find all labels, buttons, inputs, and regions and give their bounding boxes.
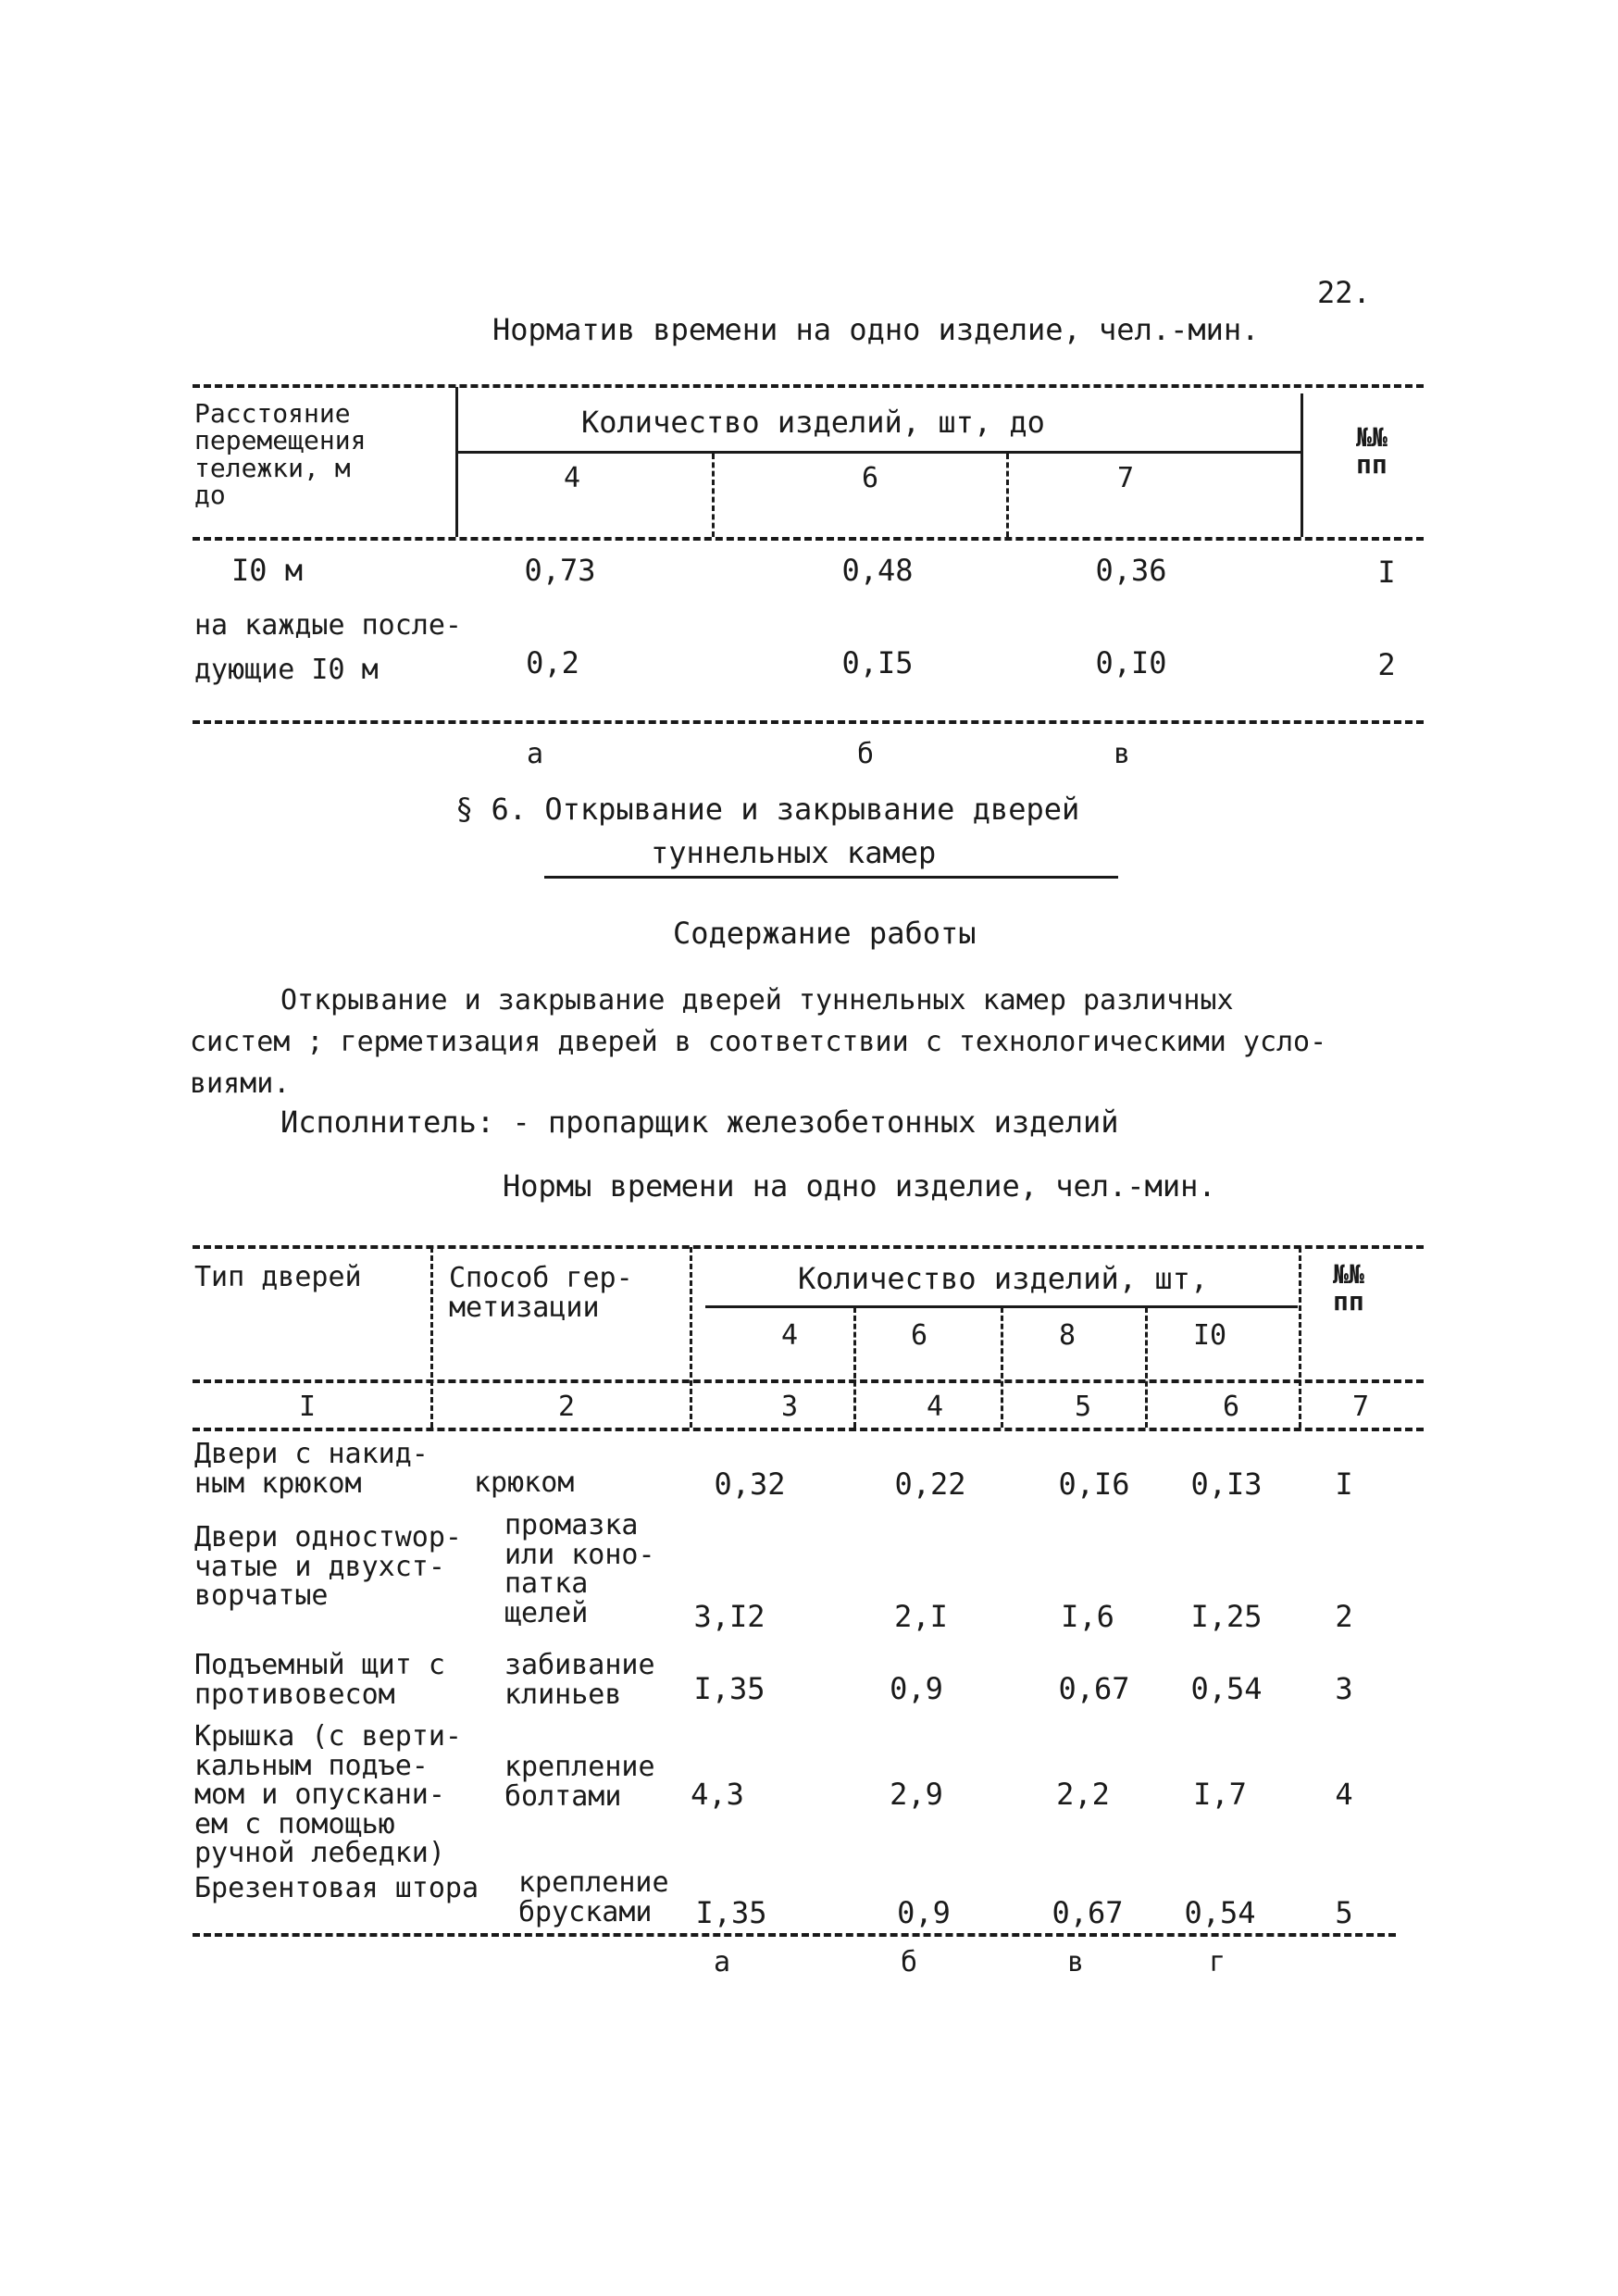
- table2-numbers-rule: [193, 1428, 1424, 1431]
- table1-row-label: на каждые после- дующие I0 м: [194, 609, 462, 686]
- table2-qty-col: 8: [1058, 1319, 1077, 1352]
- table1-bottom-rule: [193, 720, 1424, 724]
- table1-title: Норматив времени на одно изделие, чел.-мин.: [492, 312, 1260, 347]
- table2-row-method: крюком: [474, 1466, 575, 1499]
- table1-cell: 0,2: [526, 645, 579, 680]
- table2-cell: 0,22: [894, 1466, 966, 1502]
- table2-header-rule: [193, 1379, 1424, 1383]
- table1-row-nn: I: [1377, 555, 1396, 590]
- executor-line: Исполнитель: - пропарщик железобетонных изделий: [280, 1104, 1119, 1140]
- table2-qty-col: 6: [910, 1319, 928, 1352]
- table2-cell: 4,3: [691, 1777, 744, 1812]
- table1-col-divider-2: [1006, 454, 1009, 537]
- table2-qty-col: 4: [780, 1319, 799, 1352]
- table2-cell: 0,9: [897, 1895, 951, 1930]
- table2-qty-col: I0: [1192, 1319, 1227, 1352]
- table2-row-method: крепление болтами: [504, 1751, 655, 1813]
- section-underline: [544, 876, 1118, 879]
- table2-row-door: Двери одностwор- чатые и двухст- ворчатые: [194, 1521, 462, 1612]
- work-content-heading: Содержание работы: [673, 916, 977, 951]
- table1-cell: 0,48: [841, 553, 914, 588]
- table2-cell: 0,54: [1190, 1671, 1263, 1706]
- table2-cell: I,35: [693, 1671, 765, 1706]
- page-number: 22.: [1317, 275, 1371, 310]
- table2-top-rule: [193, 1245, 1424, 1249]
- table1-bracket-left: [455, 387, 458, 537]
- table1-top-rule: [193, 384, 1424, 388]
- table2-header-nn: №№ пп: [1333, 1259, 1364, 1317]
- table1-quantity-underline: [457, 451, 1301, 454]
- table2-col-number: 7: [1351, 1391, 1370, 1423]
- table2-cell: 0,67: [1058, 1671, 1130, 1706]
- table2-title: Нормы времени на одно изделие, чел.-мин.: [503, 1168, 1216, 1204]
- table2-cell: I,25: [1190, 1599, 1263, 1634]
- table2-footer-letter: б: [900, 1946, 918, 1978]
- table2-header-method: Способ гер- метизации: [449, 1262, 633, 1324]
- table2-footer-letter: г: [1208, 1946, 1226, 1978]
- table2-cell: 0,67: [1052, 1895, 1124, 1930]
- table1-row-label: I0 м: [231, 553, 304, 588]
- table2-row-nn: 5: [1335, 1895, 1353, 1930]
- table1-footer-letter: а: [526, 738, 544, 770]
- table2-row-method: забивание клиньев: [504, 1649, 655, 1711]
- table2-row-nn: I: [1335, 1466, 1353, 1502]
- table2-row-nn: 3: [1335, 1671, 1353, 1706]
- section-subtitle: туннельных камер: [651, 835, 937, 870]
- table2-row-nn: 4: [1335, 1777, 1353, 1812]
- table2-col-number: 6: [1222, 1391, 1240, 1423]
- table1-footer-letter: б: [856, 738, 875, 770]
- table1-qty-col: 7: [1116, 462, 1135, 494]
- table2-row-door: Двери с накид- ным крюком: [194, 1438, 429, 1500]
- table2-row-method: крепление брусками: [518, 1866, 669, 1928]
- table1-header-rule: [193, 537, 1424, 541]
- table2-col-divider: [853, 1307, 856, 1428]
- work-content-paragraph: Открывание и закрывание дверей туннельных камер различных систем ; герметизация дверей в соответствии с технологическими усло- виями.: [190, 984, 1327, 1100]
- table2-footer-letter: в: [1066, 1946, 1085, 1978]
- table1-qty-col: 6: [861, 462, 879, 494]
- table2-cell: I,35: [695, 1895, 767, 1930]
- table2-row-method: промазка или коно- патка щелей: [504, 1509, 655, 1629]
- table2-cell: I,7: [1193, 1777, 1247, 1812]
- table2-col-divider-door: [430, 1247, 433, 1428]
- section-title: § 6. Открывание и закрывание дверей: [455, 792, 1080, 827]
- table2-col-divider: [1001, 1307, 1003, 1428]
- table2-col-number: 3: [780, 1391, 799, 1423]
- table1-row-nn: 2: [1377, 647, 1396, 682]
- table2-col-number: I: [298, 1391, 317, 1423]
- table2-bottom-rule: [193, 1933, 1396, 1937]
- table2-cell: 3,I2: [693, 1599, 765, 1634]
- table1-bracket-right: [1301, 393, 1303, 537]
- table1-cell: 0,I5: [841, 645, 914, 680]
- table1-footer-letter: в: [1113, 738, 1131, 770]
- table2-cell: 2,9: [890, 1777, 943, 1812]
- table2-cell: 0,9: [890, 1671, 943, 1706]
- table2-row-door: Подъемный щит с противовесом: [194, 1649, 445, 1711]
- table1-header-distance: Расстояние перемещения тележки, м до: [194, 398, 367, 511]
- table2-cell: I,6: [1061, 1599, 1114, 1634]
- table2-header-door: Тип дверей: [194, 1261, 362, 1293]
- table2-cell: 0,I6: [1058, 1466, 1130, 1502]
- table2-col-divider: [1145, 1307, 1148, 1428]
- table2-row-door: Крышка (с верти- кальным подъе- мом и опускани- ем с помощью ручной лебедки): [194, 1720, 462, 1869]
- table2-row-nn: 2: [1335, 1599, 1353, 1634]
- table2-cell: 0,32: [714, 1466, 786, 1502]
- table2-cell: 0,54: [1184, 1895, 1256, 1930]
- table1-header-nn: №№ пп: [1356, 422, 1388, 480]
- table1-col-divider-1: [712, 454, 715, 537]
- table1-cell: 0,36: [1095, 553, 1167, 588]
- table1-cell: 0,I0: [1095, 645, 1167, 680]
- table2-col-number: 5: [1074, 1391, 1092, 1423]
- table1-qty-col: 4: [563, 462, 581, 494]
- table2-cell: 2,I: [894, 1599, 948, 1634]
- table2-cell: 2,2: [1056, 1777, 1110, 1812]
- table2-col-divider-method: [690, 1247, 692, 1428]
- table2-header-quantity: Количество изделий, шт,: [798, 1261, 1209, 1296]
- table1-header-quantity: Количество изделий, шт, до: [581, 405, 1045, 440]
- table1-cell: 0,73: [524, 553, 596, 588]
- table2-col-divider: [1299, 1247, 1301, 1428]
- table2-row-door: Брезентовая штора: [194, 1872, 479, 1904]
- table2-col-number: 2: [557, 1391, 576, 1423]
- table2-footer-letter: а: [713, 1946, 731, 1978]
- table2-cell: 0,I3: [1190, 1466, 1263, 1502]
- table2-col-number: 4: [926, 1391, 944, 1423]
